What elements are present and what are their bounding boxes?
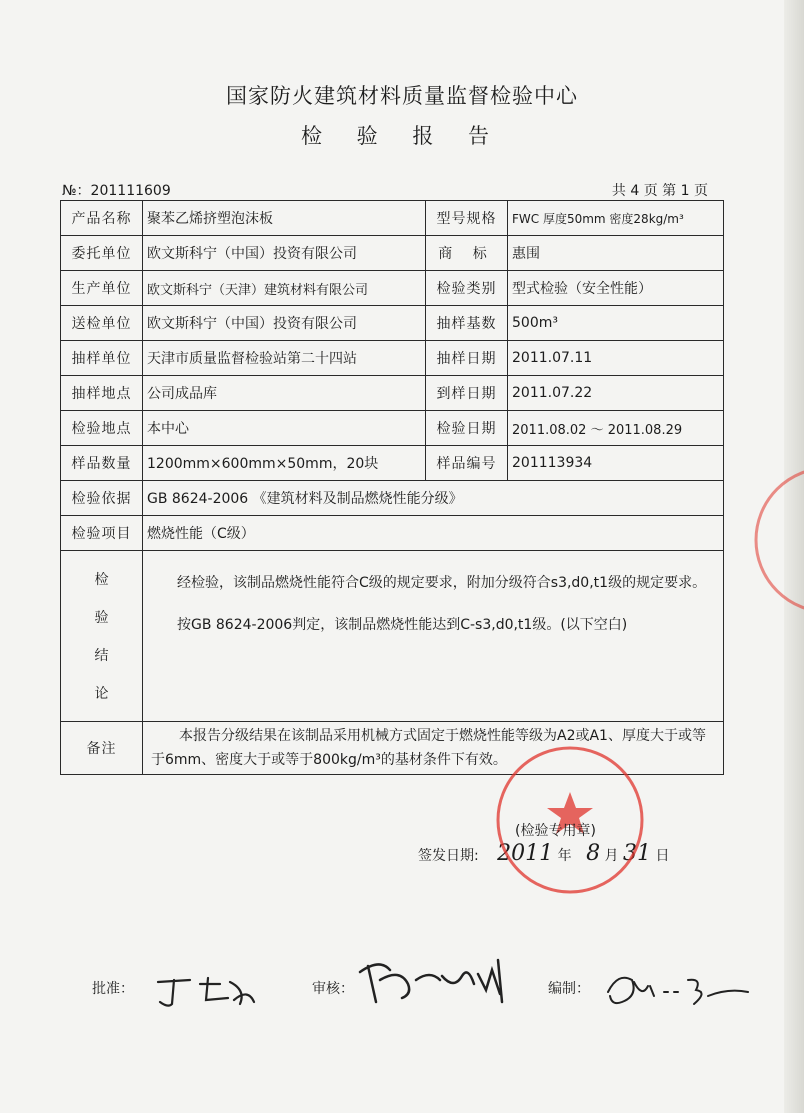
report-number: №：201111609 — [62, 183, 171, 199]
sample-base-label: 抽样基数 — [426, 306, 508, 341]
table-row — [61, 236, 724, 271]
sampling-unit-label: 抽样单位 — [61, 341, 143, 376]
table-row — [61, 516, 724, 551]
test-date-label: 检验日期 — [426, 411, 508, 446]
table-row — [61, 446, 724, 481]
sample-qty-value: 1200mm×600mm×50mm，20块 — [143, 446, 426, 481]
org-title: 国家防火建筑材料质量监督检验中心 — [226, 84, 578, 108]
basis-label: 检验依据 — [61, 481, 143, 516]
items-value: 燃烧性能（C级） — [143, 516, 724, 551]
arrival-date-value: 2011.07.22 — [508, 376, 724, 411]
trademark-value: 惠围 — [508, 236, 724, 271]
product-name-value: 聚苯乙烯挤塑泡沫板 — [143, 201, 426, 236]
conclusion-label-char: 验 — [94, 610, 109, 626]
submitter-label: 送检单位 — [61, 306, 143, 341]
basis-value: GB 8624-2006 《建筑材料及制品燃烧性能分级》 — [143, 481, 724, 516]
conclusion-label — [61, 551, 143, 722]
notes-label: 备注 — [61, 722, 143, 775]
trademark-label: 商 标 — [426, 236, 508, 271]
conclusion-paragraph-2: 按GB 8624-2006判定，该制品燃烧性能达到C-s3,d0,t1级。(以下空白) — [177, 617, 628, 633]
sampling-place-label: 抽样地点 — [61, 376, 143, 411]
table-row — [61, 411, 724, 446]
submitter-value: 欧文斯科宁（中国）投资有限公司 — [143, 306, 426, 341]
day-char: 日 — [655, 848, 670, 864]
stamp-caption: (检验专用章) — [515, 823, 596, 839]
test-type-label: 检验类别 — [426, 271, 508, 306]
conclusion-row — [61, 551, 724, 722]
test-type-value: 型式检验（安全性能） — [508, 271, 724, 306]
compiler-signature — [598, 962, 758, 1012]
report-title: 检 验 报 告 — [300, 124, 504, 148]
client-label: 委托单位 — [61, 236, 143, 271]
test-place-label: 检验地点 — [61, 411, 143, 446]
client-value: 欧文斯科宁（中国）投资有限公司 — [143, 236, 426, 271]
model-label: 型号规格 — [426, 201, 508, 236]
page-info: 共 4 页 第 1 页 — [611, 183, 708, 199]
conclusion-paragraph-1: 经检验，该制品燃烧性能符合C级的规定要求，附加分级符合s3,d0,t1级的规定要求。 — [177, 575, 707, 591]
conclusion-label-char: 论 — [94, 686, 109, 702]
test-date-value: 2011.08.02 ～ 2011.08.29 — [508, 411, 724, 446]
table-row — [61, 481, 724, 516]
items-label: 检验项目 — [61, 516, 143, 551]
issue-date-label: 签发日期: — [418, 848, 479, 864]
product-name-label: 产品名称 — [61, 201, 143, 236]
table-row — [61, 341, 724, 376]
month-char: 月 — [604, 848, 619, 864]
reviewer-signature — [350, 950, 520, 1010]
table-row — [61, 306, 724, 341]
issue-month: 8 — [586, 841, 601, 866]
test-place-value: 本中心 — [143, 411, 426, 446]
table-row — [61, 201, 724, 236]
model-value: FWC 厚度50mm 密度28kg/m³ — [508, 201, 724, 236]
sampling-unit-value: 天津市质量监督检验站第二十四站 — [143, 341, 426, 376]
compile-label: 编制： — [548, 981, 590, 997]
sample-no-label: 样品编号 — [426, 446, 508, 481]
sampling-place-value: 公司成品库 — [143, 376, 426, 411]
issue-year: 2011 — [497, 841, 554, 866]
arrival-date-label: 到样日期 — [426, 376, 508, 411]
year-char: 年 — [557, 848, 572, 864]
conclusion-label-char: 结 — [94, 648, 109, 664]
table-row — [61, 271, 724, 306]
sample-qty-label: 样品数量 — [61, 446, 143, 481]
manufacturer-label: 生产单位 — [61, 271, 143, 306]
sample-no-value: 201113934 — [508, 446, 724, 481]
sampling-date-value: 2011.07.11 — [508, 341, 724, 376]
partial-stamp — [748, 460, 804, 620]
manufacturer-value: 欧文斯科宁（天津）建筑材料有限公司 — [143, 271, 426, 306]
sampling-date-label: 抽样日期 — [426, 341, 508, 376]
approve-label: 批准： — [92, 981, 134, 997]
issue-day: 31 — [622, 841, 651, 866]
approver-signature — [150, 970, 260, 1010]
conclusion-label-char: 检 — [94, 572, 109, 588]
table-row — [61, 376, 724, 411]
notes-text: 本报告分级结果在该制品采用机械方式固定于燃烧性能等级为A2或A1、厚度大于或等于6mm、密度大于或等于800kg/m³的基材条件下有效。 — [151, 728, 706, 768]
review-label: 审核： — [312, 981, 354, 997]
sample-base-value: 500m³ — [508, 306, 724, 341]
